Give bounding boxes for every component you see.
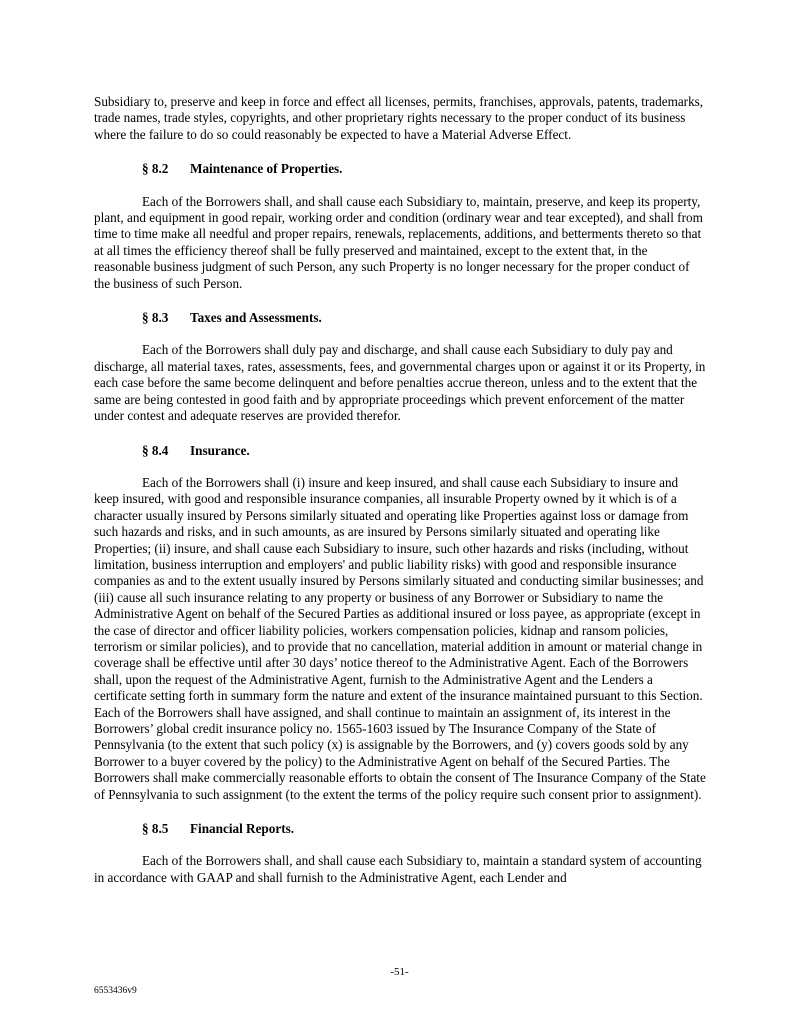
section-body-8-5: Each of the Borrowers shall, and shall cause each Subsidiary to, maintain a standard system of accounting in accordance with GAAP and shall furnish to the Administrative Agent, each Lender and xyxy=(94,853,702,885)
section-number: § 8.5 xyxy=(142,821,169,837)
section-heading-8-2 xyxy=(94,161,706,177)
section-number: § 8.4 xyxy=(142,442,169,458)
section-title: Maintenance of Properties. xyxy=(190,161,343,177)
section-title: Insurance. xyxy=(190,442,250,458)
page-number: -51- xyxy=(390,966,409,978)
section-title: Financial Reports. xyxy=(190,821,295,837)
section-body-8-3: Each of the Borrowers shall duly pay and discharge, and shall cause each Subsidiary to duly pay and discharge, all material taxes, rates, assessments, fees, and governmental charges upon or against it or its Property, in each case before the same become delinquent and before penalties accrue thereon, unless and to the extent that the same are being contested in good faith and by appropriate proceedings which prevent enforcement of the matter under contest and adequate reserves are provided therefor. xyxy=(94,342,706,424)
section-heading-8-3 xyxy=(94,310,706,326)
section-title: Taxes and Assessments. xyxy=(190,310,322,326)
intro-paragraph: Subsidiary to, preserve and keep in force and effect all licenses, permits, franchises, approvals, patents, trademarks, trade names, trade styles, copyrights, and other proprietary rights necessary to the proper conduct of its business where the failure to do so could reasonably be expected to have a Material Adverse Effect. xyxy=(94,94,704,142)
section-number: § 8.3 xyxy=(142,310,169,326)
document-id: 6553436v9 xyxy=(94,986,137,996)
section-body-8-2: Each of the Borrowers shall, and shall cause each Subsidiary to, maintain, preserve, and keep its property, plant, and equipment in good repair, working order and condition (ordinary wear and tear excepted), and shall from time to time make all needful and proper repairs, renewals, replacements, additions, and betterments thereto so that at all times the efficiency thereof shall be fully preserved and maintained, except to the extent that, in the reasonable business judgment of such Person, any such Property is no longer necessary for the proper conduct of the business of such Person. xyxy=(94,193,703,291)
section-heading-8-4 xyxy=(94,443,706,459)
page-content xyxy=(94,94,706,886)
section-body-8-4: Each of the Borrowers shall (i) insure and keep insured, and shall cause each Subsidiary to insure and keep insured, with good and responsible insurance companies, all insurable Property owned by it which is of a character usually insured by Persons similarly situated and operating like Properties against loss or damage from such hazards and risks, and in such amounts, as are insured by Persons similarly situated and operating like Properties; (ii) insure, and shall cause each Subsidiary to insure, such other hazards and risks (including, without limitation, business interruption and employers' and public liability risks) with good and responsible insurance companies as and to the extent usually insured by Persons similarly situated and conducting similar businesses; and (iii) cause all such insurance relating to any property or business of any Borrower or Subsidiary to name the Administrative Agent on behalf of the Secured Parties as additional insured or loss payee, as appropriate (except in the case of director and officer liability policies, workers compensation policies, kidnap and ransom policies, terrorism or similar policies), and to provide that no cancellation, material addition in amount or material change in coverage shall be effective until after 30 days’ notice thereof to the Administrative Agent. Each of the Borrowers shall, upon the request of the Administrative Agent, furnish to the Administrative Agent and the Lenders a certificate setting forth in summary form the nature and extent of the insurance maintained pursuant to this Section. Each of the Borrowers shall have assigned, and shall continue to maintain an assignment of, its interest in the Borrowers’ global credit insurance policy no. 1565-1603 issued by The Insurance Company of the State of Pennsylvania (to the extent that such policy (x) is assignable by the Borrowers, and (y) covers goods sold by any Borrower to a buyer covered by the policy) to the Administrative Agent on behalf of the Secured Parties. The Borrowers shall make commercially reasonable efforts to obtain the consent of The Insurance Company of the State of Pennsylvania to such assignment (to the extent the terms of the policy require such consent prior to assignment). xyxy=(94,474,706,802)
section-number: § 8.2 xyxy=(142,161,169,177)
section-heading-8-5 xyxy=(94,821,706,837)
